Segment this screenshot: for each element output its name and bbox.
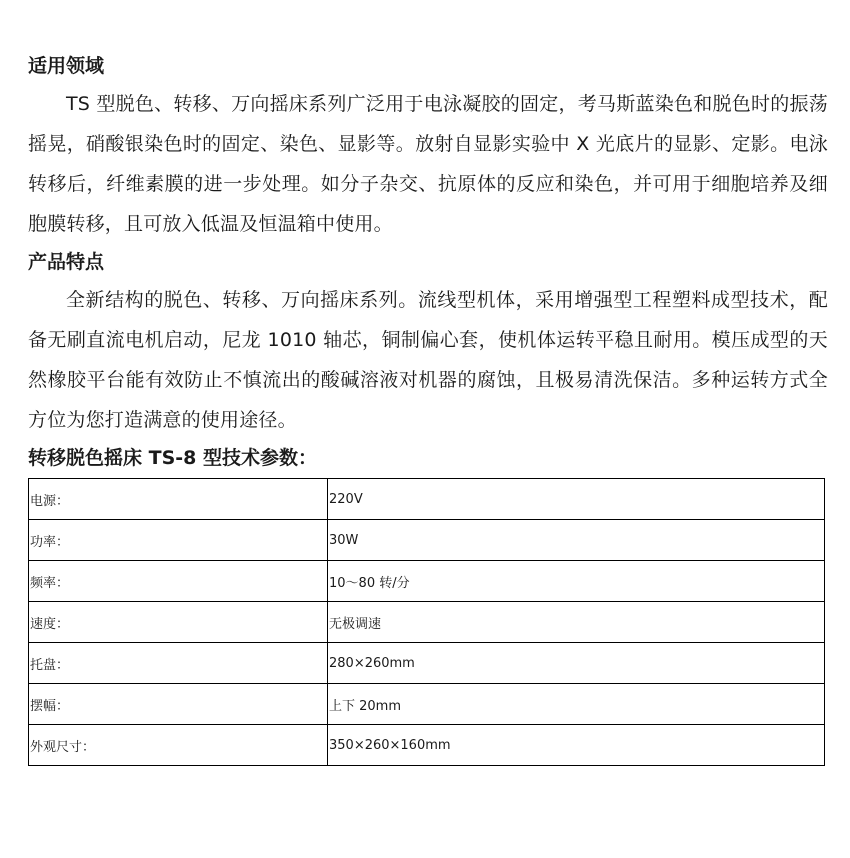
table-row — [29, 643, 825, 684]
table-row — [29, 684, 825, 725]
spec-value-tray: 280×260mm — [328, 643, 825, 684]
table-row — [29, 520, 825, 561]
spec-label-dimensions: 外观尺寸： — [29, 725, 328, 766]
table-row — [29, 561, 825, 602]
applications-paragraph: TS 型脱色、转移、万向摇床系列广泛用于电泳凝胶的固定，考马斯蓝染色和脱色时的振荡摇晃，硝酸银染色时的固定、染色、显影等。放射自显影实验中 X 光底片的显影、定影。电泳转移后，纤维素膜的进一步处理。如分子杂交、抗原体的反应和染色，并可用于细胞培养及细胞膜转移，且可放入低温及恒温箱中使用。 — [28, 93, 828, 235]
table-row — [29, 725, 825, 766]
spec-label-frequency: 频率： — [29, 561, 328, 602]
spec-table-title: 转移脱色摇床 TS-8 型技术参数： — [28, 447, 317, 469]
spec-value-frequency: 10～80 转/分 — [328, 561, 825, 602]
spec-label-speed: 速度： — [29, 602, 328, 643]
spec-value-speed: 无极调速 — [328, 602, 825, 643]
section-title-applications: 适用领域 — [28, 55, 105, 77]
spec-value-power-supply: 220V — [328, 479, 825, 520]
table-row — [29, 479, 825, 520]
section-title-features: 产品特点 — [28, 251, 105, 273]
spec-label-power-supply: 电源： — [29, 479, 328, 520]
spec-value-power: 30W — [328, 520, 825, 561]
spec-label-tray: 托盘： — [29, 643, 328, 684]
spec-label-power: 功率： — [29, 520, 328, 561]
product-document — [28, 48, 828, 766]
table-row — [29, 602, 825, 643]
spec-value-amplitude: 上下 20mm — [328, 684, 825, 725]
spec-label-amplitude: 摆幅： — [29, 684, 328, 725]
spec-table — [28, 478, 825, 766]
spec-value-dimensions: 350×260×160mm — [328, 725, 825, 766]
features-paragraph: 全新结构的脱色、转移、万向摇床系列。流线型机体，采用增强型工程塑料成型技术，配备无刷直流电机启动，尼龙 1010 轴芯，铜制偏心套，使机体运转平稳且耐用。模压成型的天然橡胶平台能有效防止不慎流出的酸碱溶液对机器的腐蚀，且极易清洗保洁。多种运转方式全方位为您打造满意的使用途径。 — [28, 289, 828, 431]
